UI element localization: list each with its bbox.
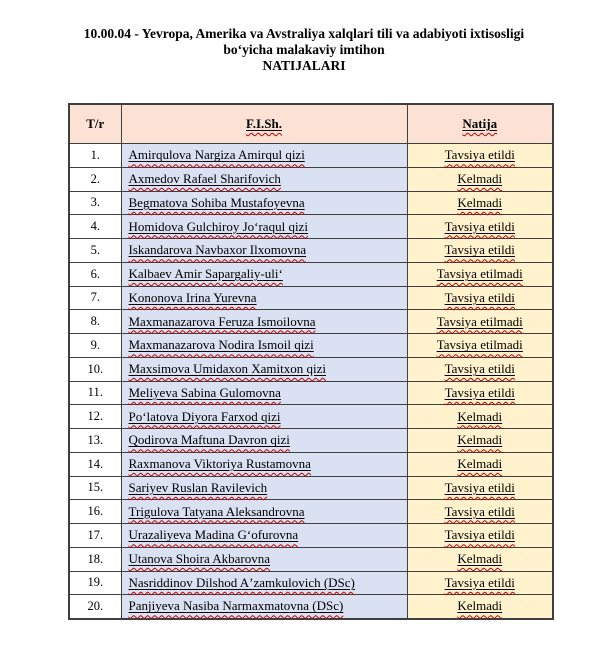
- row-number: 2.: [69, 167, 121, 191]
- result-text: Kelmadi: [457, 194, 503, 210]
- candidate-name: Maxmanazarova Nodira Ismoil qizi: [128, 337, 314, 353]
- result-cell: [407, 239, 553, 263]
- candidate-name-cell: [121, 191, 407, 215]
- table-row: [69, 334, 553, 358]
- row-number: 15.: [69, 476, 121, 500]
- candidate-name-cell: [121, 547, 407, 571]
- candidate-name: Iskandarova Navbaxor Ilxomovna: [128, 242, 307, 258]
- table-row: [69, 262, 553, 286]
- result-cell: [407, 357, 553, 381]
- header-natija-text: Natija: [462, 116, 498, 131]
- table-row: [69, 381, 553, 405]
- result-text: Tavsiya etildi: [444, 242, 515, 258]
- title-line-3: NATIJALARI: [262, 58, 346, 73]
- row-number: 16.: [69, 500, 121, 524]
- row-number: 5.: [69, 239, 121, 263]
- result-text: Tavsiya etildi: [444, 384, 515, 400]
- candidate-name-cell: [121, 524, 407, 548]
- candidate-name-cell: [121, 215, 407, 239]
- result-cell: [407, 429, 553, 453]
- result-text: Kelmadi: [457, 551, 503, 567]
- result-cell: [407, 524, 553, 548]
- candidate-name: Maxmanazarova Feruza Ismoilovna: [128, 313, 316, 329]
- candidate-name-cell: [121, 476, 407, 500]
- row-number: 8.: [69, 310, 121, 334]
- result-cell: [407, 262, 553, 286]
- candidate-name: Trigulova Tatyana Aleksandrovna: [128, 503, 305, 519]
- candidate-name-cell: [121, 334, 407, 358]
- table-row: [69, 357, 553, 381]
- table-row: [69, 500, 553, 524]
- row-number: 14.: [69, 452, 121, 476]
- header-fish: [121, 104, 407, 144]
- candidate-name-cell: [121, 429, 407, 453]
- table-row: [69, 239, 553, 263]
- header-tr: T/r: [69, 104, 121, 144]
- row-number: 7.: [69, 286, 121, 310]
- table-row: [69, 476, 553, 500]
- result-cell: [407, 381, 553, 405]
- table-row: [69, 547, 553, 571]
- result-text: Tavsiya etildi: [444, 361, 515, 377]
- candidate-name-cell: [121, 595, 407, 619]
- candidate-name: Sariyev Ruslan Ravilevich: [128, 479, 268, 495]
- result-text: Tavsiya etilmadi: [436, 266, 523, 282]
- header-natija: [407, 104, 553, 144]
- row-number: 1.: [69, 144, 121, 168]
- result-cell: [407, 334, 553, 358]
- title-line-2: boʻyicha malakaviy imtihon: [223, 42, 385, 57]
- result-cell: [407, 310, 553, 334]
- row-number: 13.: [69, 429, 121, 453]
- table-row: [69, 167, 553, 191]
- candidate-name: Homidova Gulchiroy Joʻraqul qizi: [128, 218, 308, 234]
- candidate-name-cell: [121, 357, 407, 381]
- result-cell: [407, 286, 553, 310]
- header-fish-text: F.I.Sh.: [245, 116, 283, 131]
- candidate-name-cell: [121, 310, 407, 334]
- result-cell: [407, 547, 553, 571]
- candidate-name: Poʻlatova Diyora Farxod qizi: [128, 408, 281, 424]
- table-row: [69, 595, 553, 619]
- candidate-name: Kononova Irina Yurevna: [128, 289, 257, 305]
- table-row: [69, 215, 553, 239]
- candidate-name-cell: [121, 381, 407, 405]
- row-number: 3.: [69, 191, 121, 215]
- candidate-name-cell: [121, 239, 407, 263]
- candidate-name: Axmedov Rafael Sharifovich: [128, 171, 281, 187]
- candidate-name: Qodirova Maftuna Davron qizi: [128, 432, 290, 448]
- row-number: 18.: [69, 547, 121, 571]
- table-header-row: [69, 104, 553, 144]
- candidate-name: Utanova Shoira Akbarovna: [128, 551, 271, 567]
- row-number: 17.: [69, 524, 121, 548]
- candidate-name: Nasriddinov Dilshod Aʼzamkulovich (DSc): [128, 574, 355, 590]
- result-cell: [407, 215, 553, 239]
- result-text: Tavsiya etildi: [444, 503, 515, 519]
- table-row: [69, 571, 553, 595]
- result-cell: [407, 595, 553, 619]
- result-cell: [407, 405, 553, 429]
- candidate-name-cell: [121, 144, 407, 168]
- table-row: [69, 144, 553, 168]
- candidate-name-cell: [121, 286, 407, 310]
- row-number: 20.: [69, 595, 121, 619]
- result-cell: [407, 476, 553, 500]
- candidate-name: Amirqulova Nargiza Amirqul qizi: [128, 147, 305, 163]
- row-number: 11.: [69, 381, 121, 405]
- result-text: Kelmadi: [457, 598, 503, 614]
- result-text: Kelmadi: [457, 432, 503, 448]
- result-text: Tavsiya etilmadi: [436, 337, 523, 353]
- table-row: [69, 310, 553, 334]
- result-text: Kelmadi: [457, 456, 503, 472]
- table-row: [69, 429, 553, 453]
- table-row: [69, 452, 553, 476]
- result-cell: [407, 191, 553, 215]
- candidate-name: Maxsimova Umidaxon Xamitxon qizi: [128, 361, 327, 377]
- table-row: [69, 524, 553, 548]
- results-table: [68, 103, 554, 620]
- candidate-name-cell: [121, 571, 407, 595]
- row-number: 6.: [69, 262, 121, 286]
- table-row: [69, 405, 553, 429]
- candidate-name: Begmatova Sohiba Mustafoyevna: [128, 194, 305, 210]
- result-text: Tavsiya etildi: [444, 147, 515, 163]
- row-number: 10.: [69, 357, 121, 381]
- result-text: Kelmadi: [457, 171, 503, 187]
- candidate-name-cell: [121, 167, 407, 191]
- row-number: 19.: [69, 571, 121, 595]
- candidate-name-cell: [121, 262, 407, 286]
- result-cell: [407, 144, 553, 168]
- candidate-name: Panjiyeva Nasiba Narmaxmatovna (DSc): [128, 598, 344, 614]
- candidate-name-cell: [121, 500, 407, 524]
- candidate-name-cell: [121, 452, 407, 476]
- document-title: [0, 26, 608, 74]
- result-text: Tavsiya etildi: [444, 289, 515, 305]
- result-cell: [407, 452, 553, 476]
- row-number: 12.: [69, 405, 121, 429]
- result-text: Tavsiya etildi: [444, 479, 515, 495]
- candidate-name: Kalbaev Amir Sapargaliy-uliʻ: [128, 266, 283, 282]
- result-text: Kelmadi: [457, 408, 503, 424]
- result-cell: [407, 571, 553, 595]
- table-row: [69, 286, 553, 310]
- result-text: Tavsiya etilmadi: [436, 313, 523, 329]
- result-text: Tavsiya etildi: [444, 218, 515, 234]
- result-text: Tavsiya etildi: [444, 574, 515, 590]
- result-cell: [407, 500, 553, 524]
- row-number: 4.: [69, 215, 121, 239]
- title-line-1: 10.00.04 - Yevropa, Amerika va Avstraliya xalqlari tili va adabiyoti ixtisosligi: [83, 26, 525, 41]
- candidate-name: Urazaliyeva Madina Gʻofurovna: [128, 527, 299, 543]
- result-cell: [407, 167, 553, 191]
- candidate-name: Meliyeva Sabina Gulomovna: [128, 384, 281, 400]
- table-row: [69, 191, 553, 215]
- result-text: Tavsiya etildi: [444, 527, 515, 543]
- candidate-name-cell: [121, 405, 407, 429]
- row-number: 9.: [69, 334, 121, 358]
- candidate-name: Raxmanova Viktoriya Rustamovna: [128, 456, 311, 472]
